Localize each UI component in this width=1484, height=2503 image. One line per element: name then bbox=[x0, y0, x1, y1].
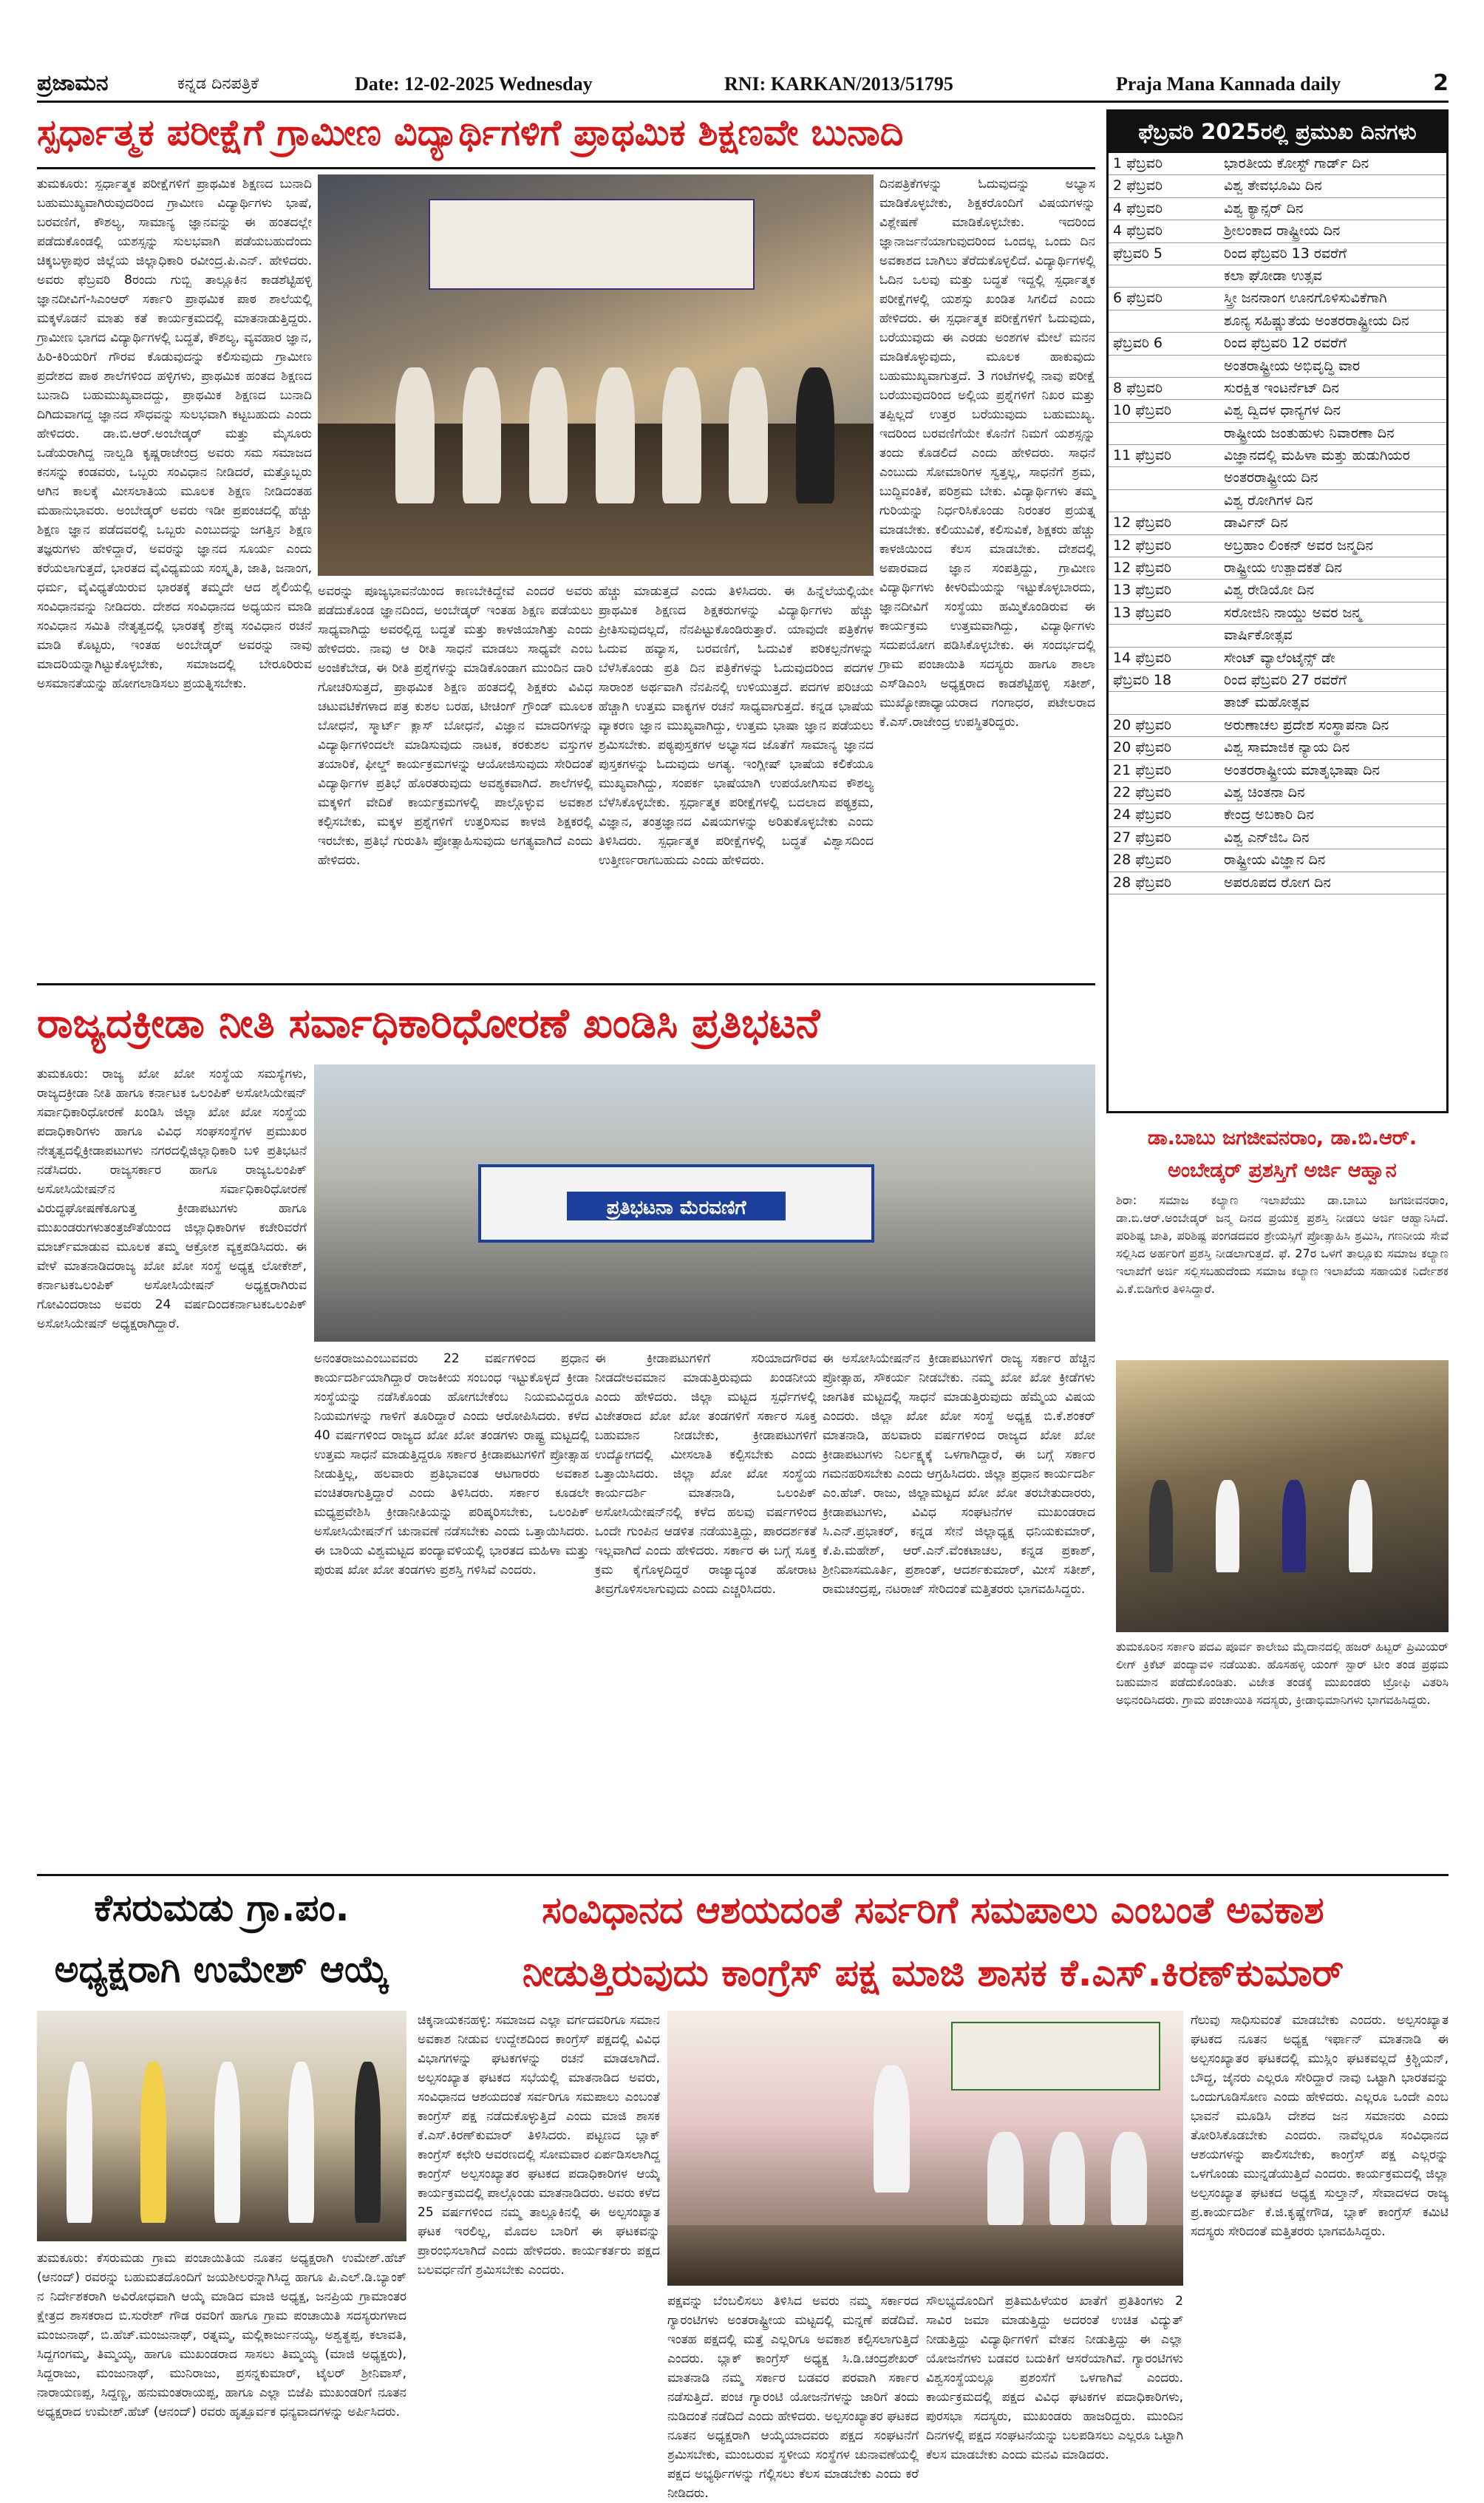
important-day-row bbox=[1109, 333, 1446, 355]
important-day-date: 27 ಫೆಬ್ರವರಿ bbox=[1113, 829, 1172, 846]
important-day-row bbox=[1109, 490, 1446, 512]
important-day-label: ವಿಶ್ವ ಚಿಂತನಾ ದಿನ bbox=[1224, 784, 1305, 801]
important-day-row bbox=[1109, 512, 1446, 534]
story4-headline-line1: ಸಂವಿಧಾನದ ಆಶಯದಂತೆ ಸರ್ವರಿಗೆ ಸಮಪಾಲು ಎಂಬಂತೆ ಅವಕಾಶ bbox=[542, 1889, 1324, 1932]
newspaper-tagline: ಕನ್ನಡ ದಿನಪತ್ರಿಕೆ bbox=[177, 75, 259, 93]
important-day-label: ಕಲಾ ಘೋಡಾ ಉತ್ಸವ bbox=[1224, 267, 1322, 284]
important-day-date bbox=[1109, 310, 1224, 332]
important-day-date: 8 ಫೆಬ್ರವರಿ bbox=[1113, 379, 1163, 396]
story2-column-4: ಈ ಅಸೋಸಿಯೇಷನ್‌ನ ಕ್ರೀಡಾಪಟುಗಳಿಗೆ ರಾಜ್ಯ ಸರ್ಕಾರ ಹೆಚ್ಚಿನ ಪ್ರೋತ್ಸಾಹ, ಸೌಕರ್ಯ ನೀಡಬೇಕು. ನಮ್ಮ ಖೋ ಖೋ ಕ್ರೀಡೆಗಳು ಜಾಗತಿಕ ಮಟ್ಟದಲ್ಲಿ ಸಾಧನೆ ಮಾಡುತ್ತಿರುವುದು ಹೆಮ್ಮೆಯ ವಿಷಯ ಎಂದರು. ಜಿಲ್ಲಾ ಖೋ ಖೋ ಸಂಸ್ಥೆ ಅಧ್ಯಕ್ಷ ಬಿ.ಕೆ.ಶಂಕರ್ ಮಾತನಾಡಿ, ಹಲವಾರು ವರ್ಷಗಳಿಂದ ರಾಜ್ಯದ ಖೋ ಖೋ ಕ್ರೀಡಾಪಟುಗಳು ನಿರ್ಲಕ್ಷ್ಯಕ್ಕೆ ಒಳಗಾಗಿದ್ದಾರೆ, ಈ ಬಗ್ಗೆ ಸರ್ಕಾರ ಗಮನಹರಿಸಬೇಕು ಎಂದು ಆಗ್ರಹಿಸಿದರು. ಜಿಲ್ಲಾ ಪ್ರಧಾನ ಕಾರ್ಯದರ್ಶಿ ಎಂ.ಹೆಚ್. ರಾಜು, ಜಿಲ್ಲಾಮಟ್ಟದ ಖೋ ಖೋ ತರಬೇತುದಾರರು, ಕ್ರೀಡಾಪಟುಗಳು, ವಿವಿಧ ಸಂಘಟನೆಗಳ ಮುಖಂಡರಾದ ಸಿ.ಎನ್.ಪ್ರಭಾಕರ್, ಕನ್ನಡ ಸೇನೆ ಜಿಲ್ಲಾಧ್ಯಕ್ಷ ಧನಿಯಕುಮಾರ್, ಕೆ.ಪಿ.ಮಹೇಶ್, ಆರ್.ಎನ್.ವೆಂಕಟಾಚಲ, ಕನ್ನಡ ಪ್ರಕಾಶ್, ಶ್ರೀನಿವಾಸಮೂರ್ತಿ, ಪ್ರಶಾಂತ್, ಆದರ್ಶಕುಮಾರ್, ಮೀಸೆ ಸತೀಶ್, ರಾಮಚಂದ್ರಪ್ಪ, ನಟರಾಜ್ ಸೇರಿದಂತೆ ಮತ್ತಿತರರು ಭಾಗವಹಿಸಿದ್ದರು. bbox=[823, 1351, 1095, 1597]
important-day-label: ರಿಂದ ಫೆಬ್ರವರಿ 13 ರವರೆಗೆ bbox=[1224, 245, 1347, 262]
story2-column-1: ತುಮಕೂರು: ರಾಜ್ಯ ಖೋ ಖೋ ಸಂಸ್ಥೆಯ ಸಮಸ್ಯೆಗಳು, ರಾಜ್ಯದಕ್ರೀಡಾ ನೀತಿ ಹಾಗೂ ಕರ್ನಾಟಕ ಒಲಂಪಿಕ್ ಅಸೋಸಿಯೇಷನ್ ಸರ್ವಾಧಿಕಾರಿಧೋರಣೆ ಖಂಡಿಸಿ ಜಿಲ್ಲಾ ಖೋ ಖೋ ಸಂಸ್ಥೆಯ ಪದಾಧಿಕಾರಿಗಳು ಹಾಗೂ ವಿವಿಧ ಸಂಘಸಂಸ್ಥೆಗಳ ಪ್ರಮುಖರ ನೇತೃತ್ವದಲ್ಲಿಕ್ರೀಡಾಪಟುಗಳು ನಗರದಲ್ಲಿಜಿಲ್ಲಾಧಿಕಾರಿ ಬಳಿ ಪ್ರತಿಭಟನೆ ನಡೆಸಿದರು. ರಾಜ್ಯಸರ್ಕಾರ ಹಾಗೂ ರಾಜ್ಯಒಲಂಪಿಕ್ ಅಸೋಸಿಯೇಷನ್‌ನ ಸರ್ವಾಧಿಕಾರಿಧೋರಣೆ ವಿರುದ್ಧಘೋಷಣೆಕೂಗುತ್ತ ಕ್ರೀಡಾಪಟುಗಳು ಹಾಗೂ ಮುಖಂಡರುಗಳುತಂತ್ರಜೌತೆಯಿಂದ ಜಿಲ್ಲಾಧಿಕಾರಿಗಳ ಕಚೇರಿವರೆಗೆ ಮಾರ್ಚ್‌ಮಾಡುವ ಮೂಲಕ ತಮ್ಮ ಆಕ್ರೋಶ ವ್ಯಕ್ತಪಡಿಸಿದರು. ಈ ವೇಳೆ ಮಾತನಾಡಿದರಾಜ್ಯ ಖೋ ಖೋ ಸಂಸ್ಥೆ ಅಧ್ಯಕ್ಷ ಲೋಕೇಶ್, ಕರ್ನಾಟಕಒಲಂಪಿಕ್ ಅಸೋಸಿಯೇಷನ್ ಅಧ್ಯಕ್ಷರಾಗಿರುವ ಗೋವಿಂದರಾಜು ಅವರು 24 ವರ್ಷದಿಂದಕರ್ನಾಟಕಒಲಂಪಿಕ್ ಅಸೋಸಿಯೇಷನ್ ಅಧ್ಯಕ್ಷರಾಗಿದ್ದಾರೆ. bbox=[37, 1067, 307, 1331]
story1-headline: ಸ್ಪರ್ಧಾತ್ಮಕ ಪರೀಕ್ಷೆಗೆ ಗ್ರಾಮೀಣ ವಿದ್ಯಾರ್ಥಿಗಳಿಗೆ ಪ್ರಾಥಮಿಕ ಶಿಕ್ಷಣವೇ ಬುನಾದಿ bbox=[37, 112, 904, 154]
lower-rule bbox=[37, 1874, 1449, 1876]
important-day-date: 11 ಫೆಬ್ರವರಿ bbox=[1113, 447, 1172, 464]
story1-column-3: ಹೆಚ್ಚು ಮಾಡುತ್ತದೆ ಎಂದು ತಿಳಿಸಿದರು. ಈ ಹಿನ್ನೆಲೆಯಲ್ಲಿಯೇ ಪ್ರಾಥಮಿಕ ಶಿಕ್ಷಣದ ಶಿಕ್ಷಕರುಗಳನ್ನು ವಿದ್ಯಾರ್ಥಿಗಳು ಹೆಚ್ಚು ಪ್ರೀತಿಸುವುದಲ್ಲದೆ, ನೆನಪಿಟ್ಟುಕೊಂಡಿರುತ್ತಾರೆ. ಯಾವುದೇ ಪತ್ರಿಕೆಗಳ ಓದುವ ಹವ್ಯಾಸ, ಬರವಣಿಗೆ, ಓದುವಿಕೆ ಪರಿಕಲ್ಪನೆಗಳನ್ನು ಬೆಳೆಸಿಕೊಂಡು ಪ್ರತಿ ದಿನ ಪತ್ರಿಕೆಗಳನ್ನು ಓದುವುದರಿಂದ ಪದಗಳ ಸಾರಾಂಶ ಅರ್ಥವಾಗಿ ನೆನಪಿನಲ್ಲಿ ಉಳಿಯುತ್ತದೆ. ಪದಗಳ ಪರಿಚಯ ಹೆಚ್ಚಾಗಿ ಉತ್ತಮ ವಾಕ್ಯಗಳ ರಚನೆ ಸಾಧ್ಯವಾಗುತ್ತದೆ. ಕನ್ನಡ ಭಾಷೆಯ ವ್ಯಾಕರಣ ಜ್ಞಾನ ಮುಖ್ಯವಾಗಿದ್ದು, ಉತ್ತಮ ಭಾಷಾ ಜ್ಞಾನ ಪಡೆಯಲು ಶ್ರಮಿಸಬೇಕು. ಪಠ್ಯಪುಸ್ತಕಗಳ ಅಭ್ಯಾಸದ ಜೊತೆಗೆ ಸಾಮಾನ್ಯ ಜ್ಞಾನದ ಪುಸ್ತಕಗಳನ್ನು ಓದುವುದು ಅಗತ್ಯ. ಇಂಗ್ಲೀಷ್ ಭಾಷೆಯ ಕಲಿಕೆಯೂ ಮುಖ್ಯವಾಗಿದ್ದು, ಸಂಪರ್ಕ ಭಾಷೆಯಾಗಿ ಉಪಯೋಗಿಸುವ ಕೌಶಲ್ಯ ಬೆಳೆಸಿಕೊಳ್ಳಬೇಕು. ಸ್ಪರ್ಧಾತ್ಮಕ ಪರೀಕ್ಷೆಗಳಲ್ಲಿ ಬದಲಾದ ಪಠ್ಯಕ್ರಮ, ವಿಜ್ಞಾನ, ತಂತ್ರಜ್ಞಾನದ ವಿಷಯಗಳನ್ನು ಅರಿತುಕೊಳ್ಳಬೇಕು ಎಂದು ತಿಳಿಸಿದರು. ಸ್ಪರ್ಧಾತ್ಮಕ ಪರೀಕ್ಷೆಗಳಲ್ಲಿ ಬದ್ಧತೆ ವಿಶ್ವಾಸದಿಂದ ಉತ್ತೀರ್ಣರಾಗಬಹುದು ಎಂದು ಹೇಳಿದರು. bbox=[599, 584, 874, 868]
page-number: 2 bbox=[1433, 70, 1449, 96]
story1-column-1: ತುಮಕೂರು: ಸ್ಪರ್ಧಾತ್ಮಕ ಪರೀಕ್ಷೆಗಳಿಗೆ ಪ್ರಾಥಮಿಕ ಶಿಕ್ಷಣದ ಬುನಾದಿ ಬಹುಮುಖ್ಯವಾಗಿರುವುದರಿಂದ ಗ್ರಾಮೀಣ ವಿದ್ಯಾರ್ಥಿಗಳು ಭಾಷೆ, ಬರವಣಿಗೆ, ಕೌಶಲ್ಯ, ಸಾಮಾನ್ಯ ಜ್ಞಾನವನ್ನು ಈ ಹಂತದಲ್ಲೇ ಪಡೆದುಕೊಂಡಲ್ಲಿ ಯಶಸ್ಸನ್ನು ಸುಲಭವಾಗಿ ಪಡೆಯಬಹುದೆಂದು ಚಿಕ್ಕಬಳ್ಳಾಪುರ ಜಿಲ್ಲೆಯ ಜಿಲ್ಲಾಧಿಕಾರಿ ರವೀಂದ್ರ.ಪಿ.ಎನ್. ಹೇಳಿದರು. ಅವರು ಫೆಬ್ರವರಿ 8ರಂದು ಗುಬ್ಬಿ ತಾಲ್ಲೂಕಿನ ಕಾಡಶೆಟ್ಟಿಹಳ್ಳಿ ಜ್ಞಾನದೀವಿಗೆ-ಸಿಎಂಆರ್ ಸರ್ಕಾರಿ ಪ್ರಾಥಮಿಕ ಪಾಠ ಶಾಲೆಯಲ್ಲಿ ಮಕ್ಕಳೊಡನೆ ಮಾತು ಕತೆ ಕಾರ್ಯಕ್ರಮದಲ್ಲಿ ಮಾತನಾಡುತ್ತಿದ್ದರು. ಗ್ರಾಮೀಣ ಭಾಗದ ವಿದ್ಯಾರ್ಥಿಗಳಲ್ಲಿ ಬದ್ಧತೆ, ಕೌಶಲ್ಯ, ವ್ಯವಹಾರ ಜ್ಞಾನ, ಹಿರಿ-ಕಿರಿಯರಿಗೆ ಗೌರವ ಕೊಡುವುದನ್ನು ಕಲಿಸುವುದು ಗ್ರಾಮೀಣ ಪ್ರದೇಶದ ಪಾಠ ಶಾಲೆಗಳಿಂದ ಹಳ್ಳಿಗಳು, ಪ್ರಾಥಮಿಕ ಹಂತದ ಶಿಕ್ಷಣದ ಬುನಾದಿ ಬಹುಮುಖ್ಯವಾದದ್ದು, ಪ್ರಾಥಮಿಕ ಶಿಕ್ಷಣದ ಬುನಾದಿ ದಿಗಿದುವಾಗದ್ದ ಜ್ಞಾನದ ಸೌಧವನ್ನು ಸುಲಭವಾಗಿ ಕಟ್ಟಬಹುದು ಎಂದು ಹೇಳಿದರು. ಡಾ.ಬಿ.ಆರ್.ಅಂಬೇಡ್ಕರ್ ಮತ್ತು ಮೈಸೂರು ಒಡೆಯರಾಗಿದ್ದ ನಾಲ್ವಡಿ ಕೃಷ್ಣರಾಜೇಂದ್ರ ಅವರು ಸಮ ಸಮಾಜದ ಕನಸನ್ನು ಕಂಡವರು, ಒಬ್ಬರು ಸಂವಿಧಾನ ನೀಡಿದರೆ, ಮತ್ತೊಬ್ಬರು ಆಗಿನ ಕಾಲಕ್ಕೆ ಮೀಸಲಾತಿಯ ಮೂಲಕ ಶಿಕ್ಷಣ ನೀಡಿದಂತಹ ಮಹಾನುಭಾವರು. ಅಂಬೇಡ್ಕರ್ ಅವರು ಇಡೀ ಪ್ರಪಂಚದಲ್ಲಿ ಹೆಚ್ಚು ಶಿಕ್ಷಣ ಜ್ಞಾನ ಪಡೆದವರಲ್ಲಿ ಒಬ್ಬರು ಎಂಬುದನ್ನು ಜಗತ್ತಿನ ಶಿಕ್ಷಣ ತಜ್ಞರುಗಳು ಹೇಳಿದ್ದಾರೆ, ಅವರನ್ನು ಜ್ಞಾನದ ಸೂರ್ಯ ಎಂದು ಕರೆಯಲಾಗುತ್ತದೆ, ಭಾರತದ ವೈವಿಧ್ಯಮಯ ಸಂಸ್ಕೃತಿ, ಜಾತಿ, ಜನಾಂಗ, ಧರ್ಮ, ವೈವಿಧ್ಯತೆಯಿರುವ ಭಾರತಕ್ಕೆ ತಮ್ಮದೇ ಆದ ಶೈಲಿಯಲ್ಲಿ ಸಂವಿಧಾನವನ್ನು ನೀಡಿದರು. ದೇಶದ ಸಂವಿಧಾನದ ಅಧ್ಯಯನ ಮಾಡಿ ಸಂವಿಧಾನ ಸಮಿತಿ ನೇತೃತ್ವದಲ್ಲಿ ಭಾರತಕ್ಕೆ ಶ್ರೇಷ್ಠ ಸಂವಿಧಾನ ರಚನೆ ಮಾಡಿ ಕೊಟ್ಟರು, ಇಂತಹ ಅಂಬೇಡ್ಕರ್ ಅವರನ್ನು ನಾವು ಮಾದರಿಯನ್ನಾಗಿಟ್ಟುಕೊಳ್ಳಬೇಕು, ಸಮಾಜದಲ್ಲಿ ಬೇರೂರಿರುವ ಅಸಮಾನತೆಯನ್ನು ಹೋಗಲಾಡಿಸಲು ಪ್ರಯತ್ನಿಸಬೇಕು. bbox=[37, 177, 312, 691]
important-day-row bbox=[1109, 760, 1446, 782]
important-day-row bbox=[1109, 467, 1446, 489]
important-day-date bbox=[1109, 467, 1224, 489]
important-day-label: ಸರೋಜಿನಿ ನಾಯ್ಡು ಅವರ ಜನ್ಮ bbox=[1224, 604, 1362, 621]
issue-date: Date: 12-02-2025 Wednesday bbox=[355, 73, 593, 95]
important-day-row bbox=[1109, 692, 1446, 714]
important-day-label: ತಾಜ್ ಮಹೋತ್ಸವ bbox=[1224, 694, 1310, 711]
important-day-date bbox=[1109, 625, 1224, 646]
important-day-row bbox=[1109, 557, 1446, 580]
important-day-row bbox=[1109, 782, 1446, 804]
important-day-row bbox=[1109, 648, 1446, 670]
important-day-date: 12 ಫೆಬ್ರವರಿ bbox=[1113, 537, 1172, 554]
story2-top-rule bbox=[37, 983, 1095, 985]
cricket-caption: ತುಮಕೂರಿನ ಸರ್ಕಾರಿ ಪದವಿ ಪೂರ್ವ ಕಾಲೇಜು ಮೈದಾನದಲ್ಲಿ ಹಜರ್ ಹಿಟ್ಟರ್ ಪ್ರಿಮಿಯರ್ ಲೀಗ್ ಕ್ರಿಕೆಟ್ ಪಂದ್ಯಾವಳಿ ನಡೆಯಿತು. ಹೊಸಹಳ್ಳಿ ಯಂಗ್ ಸ್ಟಾರ್ ಟೀಂ ತಂಡ ಪ್ರಥಮ ಬಹುಮಾನ ಪಡೆದುಕೊಂಡಿತು. ವಿಜೇತ ತಂಡಕ್ಕೆ ಮುಖಂಡರು ಟ್ರೋಫಿ ವಿತರಿಸಿ ಅಭಿನಂದಿಸಿದರು. ಗ್ರಾಮ ಪಂಚಾಯಿತಿ ಸದಸ್ಯರು, ಕ್ರೀಡಾಭಿಮಾನಿಗಳು ಭಾಗವಹಿಸಿದ್ದರು. bbox=[1116, 1640, 1449, 1707]
important-day-label: ವಿಶ್ವ ಕ್ಯಾನ್ಸರ್ ದಿನ bbox=[1224, 200, 1304, 217]
header-rule bbox=[37, 101, 1449, 103]
important-day-date: 22 ಫೆಬ್ರವರಿ bbox=[1113, 784, 1172, 801]
notice-body: ಶಿರಾ: ಸಮಾಜ ಕಲ್ಯಾಣ ಇಲಾಖೆಯು ಡಾ.ಬಾಬು ಜಗಜೀವನರಾಂ, ಡಾ.ಬಿ.ಆರ್.ಅಂಬೇಡ್ಕರ್ ಜನ್ಮ ದಿನದ ಪ್ರಯುಕ್ತ ಪ್ರಶಸ್ತಿ ನೀಡಲು ಅರ್ಜಿ ಆಹ್ವಾನಿಸಿದೆ. ಪರಿಶಿಷ್ಟ ಜಾತಿ, ಪರಿಶಿಷ್ಟ ಪಂಗಡದವರ ಶ್ರೇಯಸ್ಸಿಗೆ ಪ್ರೋತ್ಸಾಹಿಸಿ ಶ್ರಮಿಸಿ, ಗಣನೀಯ ಸೇವೆ ಸಲ್ಲಿಸಿದ ಅರ್ಹರಿಗೆ ಪ್ರಶಸ್ತಿ ನೀಡಲಾಗುತ್ತದೆ. ಫೆ. 27ರ ಒಳಗೆ ತಾಲ್ಲೂಕು ಸಮಾಜ ಕಲ್ಯಾಣ ಇಲಾಖೆಗೆ ಅರ್ಜಿ ಸಲ್ಲಿಸಬಹುದೆಂದು ಸಮಾಜ ಕಲ್ಯಾಣ ಇಲಾಖೆಯ ಸಹಾಯಕ ನಿರ್ದೇಶಕ ವಿ.ಕೆ.ಬಿಡಿಗೇರ ತಿಳಿಸಿದ್ದಾರೆ. bbox=[1116, 1193, 1449, 1296]
important-day-date: 28 ಫೆಬ್ರವರಿ bbox=[1113, 852, 1172, 869]
important-day-label: ವಿಶ್ವ ಎನ್‌ಜಿಒ ದಿನ bbox=[1224, 829, 1310, 846]
important-day-date: 24 ಫೆಬ್ರವರಿ bbox=[1113, 806, 1172, 823]
important-day-row bbox=[1109, 378, 1446, 400]
protest-banner-text: ಪ್ರತಿಭಟನಾ ಮೆರವಣಿಗೆ bbox=[567, 1192, 786, 1220]
story3-body: ತುಮಕೂರು: ಕೆಸರುಮಡು ಗ್ರಾಮ ಪಂಚಾಯಿತಿಯ ನೂತನ ಅಧ್ಯಕ್ಷರಾಗಿ ಉಮೇಶ್.ಹೆಚ್ (ಆನಂದ್) ರವರನ್ನು ಬಹುಮತದೊಂದಿಗೆ ಜಯಶೀಲರನ್ನಾಗಿಸಿದ್ದ ಹಾಗೂ ಪಿ.ಎಲ್.ಡಿ.ಬ್ಯಾಂಕ್ ನ ನಿರ್ದೇಶಕರಾಗಿ ಅವಿರೋಧವಾಗಿ ಆಯ್ಕೆ ಮಾಡಿದ ಮಾಜಿ ಅಧ್ಯಕ್ಷ, ಜನಪ್ರಿಯ ಗ್ರಾಮಾಂತರ ಕ್ಷೇತ್ರದ ಶಾಸಕರಾದ ಬಿ.ಸುರೇಶ್ ಗೌಡ ರವರಿಗೆ ಹಾಗೂ ಗ್ರಾಮ ಪಂಚಾಯಿತಿ ಸದಸ್ಯರುಗಳಾದ ಮಂಜುನಾಥ್, ಬಿ.ಹೆಚ್.ಮಂಜುನಾಥ್, ರತ್ನಮ್ಮ, ಮಲ್ಲಿಕಾರ್ಜುನಯ್ಯ, ಅಶ್ವತ್ಥಪ್ಪ, ಕಲಾವತಿ, ಸಿದ್ದಗಂಗಮ್ಮ, ತಿಮ್ಮಯ್ಯ, ಹಾಗೂ ಮುಖಂಡರಾದ ಸಾಸಲು ತಿಮ್ಮಯ್ಯ (ಮಾಜಿ ಅಧ್ಯಕ್ಷರು), ಸಿದ್ದರಾಜು, ಮಂಜುನಾಥ್, ಮುನಿರಾಜು, ಪ್ರಸನ್ನಕುಮಾರ್, ಟೈಲರ್ ಶ್ರೀನಿವಾಸ್, ನಾರಾಯಣಪ್ಪ, ಸಿದ್ದಣ್ಣ, ಹನುಮಂತರಾಯಪ್ಪ, ಹಾಗೂ ಎಲ್ಲಾ ಬಿಜೆಪಿ ಮುಖಂಡರಿಗೆ ನೂತನ ಅಧ್ಯಕ್ಷರಾದ ಉಮೇಶ್.ಹೆಚ್ (ಆನಂದ್) ರವರು ಹೃತ್ಪೂರ್ವಕ ಧನ್ಯವಾದಗಳನ್ನು ಅರ್ಪಿಸಿದರು. bbox=[37, 2251, 406, 2419]
important-day-label: ವಿಶ್ವ ಸಾಮಾಜಿಕ ನ್ಯಾಯ ದಿನ bbox=[1224, 739, 1350, 756]
important-day-label: ವಿಜ್ಞಾನದಲ್ಲಿ ಮಹಿಳಾ ಮತ್ತು ಹುಡುಗಿಯರ bbox=[1224, 447, 1410, 464]
important-days-box bbox=[1106, 109, 1449, 1113]
newspaper-name: Praja Mana Kannada daily bbox=[1116, 73, 1341, 95]
important-day-date: ಫೆಬ್ರವರಿ 6 bbox=[1113, 335, 1163, 352]
important-day-date: ಫೆಬ್ರವರಿ 5 bbox=[1113, 245, 1163, 262]
important-day-date: 1 ಫೆಬ್ರವರಿ bbox=[1113, 155, 1163, 171]
important-day-row bbox=[1109, 153, 1446, 175]
important-day-row bbox=[1109, 625, 1446, 647]
important-day-row bbox=[1109, 827, 1446, 849]
important-day-label: ಅಬ್ರಹಾಂ ಲಿಂಕನ್ ಅವರ ಜನ್ಮದಿನ bbox=[1224, 537, 1373, 554]
story4-column-1: ಚಿಕ್ಕನಾಯಕನಹಳ್ಳಿ: ಸಮಾಜದ ಎಲ್ಲಾ ವರ್ಗದವರಿಗೂ ಸಮಾನ ಅವಕಾಶ ನೀಡುವ ಉದ್ದೇಶದಿಂದ ಕಾಂಗ್ರೆಸ್ ಪಕ್ಷದಲ್ಲಿ ವಿವಿಧ ವಿಭಾಗಗಳನ್ನು ಘಟಕಗಳನ್ನು ರಚನೆ ಮಾಡಲಾಗಿದೆ. ಅಲ್ಪಸಂಖ್ಯಾತ ಘಟಕದ ಸಭೆಯಲ್ಲಿ ಮಾತನಾಡಿದ ಅವರು, ಸಂವಿಧಾನದ ಆಶಯದಂತೆ ಸರ್ವರಿಗೂ ಸಮಪಾಲು ಎಂಬಂತೆ ಕಾಂಗ್ರೆಸ್ ಪಕ್ಷ ನಡೆದುಕೊಳ್ಳುತ್ತಿದೆ ಎಂದು ಮಾಜಿ ಶಾಸಕ ಕೆ.ಎಸ್.ಕಿರಣ್‌ಕುಮಾರ್ ತಿಳಿಸಿದರು. ಪಟ್ಟಣದ ಬ್ಲಾಕ್ ಕಾಂಗ್ರೆಸ್ ಕಛೇರಿ ಆವರಣದಲ್ಲಿ ಸೋಮವಾರ ಏರ್ಪಡಿಸಲಾಗಿದ್ದ ಕಾಂಗ್ರೆಸ್ ಅಲ್ಪಸಂಖ್ಯಾತರ ಘಟಕದ ಪದಾಧಿಕಾರಿಗಳ ಆಯ್ಕೆ ಕಾರ್ಯಕ್ರಮದಲ್ಲಿ ಪಾಲ್ಗೊಂಡು ಮಾತನಾಡಿದರು. ಅವರು ಕಳೆದ 25 ವರ್ಷಗಳಿಂದ ನಮ್ಮ ತಾಲ್ಲೂಕಿನಲ್ಲಿ ಈ ಅಲ್ಪಸಂಖ್ಯಾತ ಘಟಕ ಇರಲಿಲ್ಲ, ಮೊದಲ ಬಾರಿಗೆ ಈ ಘಟಕವನ್ನು ಪ್ರಾರಂಭಿಸಲಾಗಿದೆ ಎಂದು ಹೇಳಿದರು. ಕಾರ್ಯಕರ್ತರು ಪಕ್ಷದ ಬಲವರ್ಧನೆಗೆ ಶ್ರಮಿಸಬೇಕು ಎಂದರು. bbox=[418, 2013, 661, 2278]
important-day-date bbox=[1109, 356, 1224, 377]
important-day-label: ಶ್ರೀಲಂಕಾದ ರಾಷ್ಟ್ರೀಯ ದಿನ bbox=[1224, 223, 1341, 240]
important-day-label: ವಿಶ್ವ ರೋಗಿಗಳ ದಿನ bbox=[1224, 492, 1313, 509]
important-day-row bbox=[1109, 535, 1446, 557]
important-day-label: ರಾಷ್ಟ್ರೀಯ ಉತ್ಪಾದಕತೆ ದಿನ bbox=[1224, 560, 1342, 577]
important-day-date: 12 ಫೆಬ್ರವರಿ bbox=[1113, 514, 1172, 531]
important-day-date: 21 ಫೆಬ್ರವರಿ bbox=[1113, 761, 1172, 778]
cricket-team-photo bbox=[1116, 1360, 1449, 1632]
important-day-label: ರಿಂದ ಫೆಬ್ರವರಿ 12 ರವರೆಗೆ bbox=[1224, 335, 1347, 352]
important-day-label: ಶೂನ್ಯ ಸಹಿಷ್ಣುತೆಯ ಅಂತರರಾಷ್ಟ್ರೀಯ ದಿನ bbox=[1224, 312, 1409, 329]
important-day-label: ವಿಶ್ವ ತೇವಭೂಮಿ ದಿನ bbox=[1224, 177, 1322, 194]
important-day-row bbox=[1109, 445, 1446, 467]
important-day-row bbox=[1109, 715, 1446, 737]
important-days-title: ಫೆಬ್ರವರಿ 2025ರಲ್ಲಿ ಪ್ರಮುಖ ದಿನಗಳು bbox=[1109, 112, 1446, 153]
important-day-row bbox=[1109, 737, 1446, 759]
important-day-row bbox=[1109, 220, 1446, 242]
important-day-date: 14 ಫೆಬ್ರವರಿ bbox=[1113, 649, 1172, 666]
important-day-row bbox=[1109, 310, 1446, 333]
important-day-row bbox=[1109, 356, 1446, 378]
important-day-row bbox=[1109, 849, 1446, 872]
masthead bbox=[37, 70, 1449, 100]
story4-meeting-photo bbox=[667, 2011, 1183, 2286]
important-day-row bbox=[1109, 670, 1446, 692]
important-day-label: ವಾರ್ಷಿಕೋತ್ಸವ bbox=[1224, 627, 1293, 644]
important-day-date bbox=[1109, 490, 1224, 512]
important-day-label: ಅಂತರಾಷ್ಟ್ರೀಯ ಅಭಿವೃದ್ಧಿ ವಾರ bbox=[1224, 357, 1361, 374]
important-day-row bbox=[1109, 423, 1446, 445]
important-day-label: ರಾಷ್ಟ್ರೀಯ ವಿಜ್ಞಾನ ದಿನ bbox=[1224, 852, 1326, 869]
rni-number: RNI: KARKAN/2013/51795 bbox=[724, 73, 953, 95]
important-day-row bbox=[1109, 580, 1446, 602]
important-day-date: 2 ಫೆಬ್ರವರಿ bbox=[1113, 177, 1163, 194]
notice-headline: ಡಾ.ಬಾಬು ಜಗಜೀವನರಾಂ, ಡಾ.ಬಿ.ಆರ್. ಅಂಬೇಡ್ಕರ್ ಪ್ರಶಸ್ತಿಗೆ ಅರ್ಜಿ ಆಹ್ವಾನ bbox=[1147, 1127, 1417, 1182]
important-day-label: ವಿಶ್ವ ರೇಡಿಯೋ ದಿನ bbox=[1224, 582, 1315, 599]
important-day-date: 12 ಫೆಬ್ರವರಿ bbox=[1113, 560, 1172, 577]
story1-event-photo bbox=[318, 174, 874, 576]
story2-protest-photo bbox=[314, 1064, 1095, 1342]
important-day-row bbox=[1109, 198, 1446, 220]
story1-column-4: ದಿನಪತ್ರಿಕೆಗಳನ್ನು ಓದುವುದನ್ನು ಅಭ್ಯಾಸ ಮಾಡಿಕೊಳ್ಳಬೇಕು, ಶಿಕ್ಷಕರೊಂದಿಗೆ ವಿಷಯಗಳನ್ನು ವಿಶ್ಲೇಷಣೆ ಮಾಡಿಕೊಳ್ಳಬೇಕು. ಇದರಿಂದ ಜ್ಞಾನಾರ್ಜನೆಯಾಗುವುದರಿಂದ ಒಂದಲ್ಲ ಒಂದು ದಿನ ಅವಕಾಶದ ಬಾಗಿಲು ತೆರೆದುಕೊಳ್ಳಲಿದೆ. ವಿದ್ಯಾರ್ಥಿಗಳಲ್ಲಿ ಓದಿನ ಒಲವು ಮತ್ತು ಬದ್ಧತೆ ಇದ್ದಲ್ಲಿ ಸ್ಪರ್ಧಾತ್ಮಕ ಪರೀಕ್ಷೆಗಳಲ್ಲಿ ಯಶಸ್ಸು ಖಂಡಿತ ಸಿಗಲಿದೆ ಎಂದು ಹೇಳಿದರು. ಈ ಸ್ಪರ್ಧಾತ್ಮಕ ಪರೀಕ್ಷೆಗಳಿಗೆ ಓದುವುದು, ಬರೆಯುವುದು ಈ ಎರಡು ಅಂಶಗಳ ಮೇಲೆ ಮನನ ಮಾಡಿಕೊಳ್ಳುವುದು, ಮೂಲಕ ಹಾಕುವುದು ಬಹುಮುಖ್ಯವಾಗುತ್ತದೆ. 3 ಗಂಟೆಗಳಲ್ಲಿ ನಾವು ಪರೀಕ್ಷೆ ಬರೆಯುವುದರಿಂದ ಅಲ್ಲಿಯ ಪ್ರಶ್ನೆಗಳಿಗೆ ನಿಖರ ಮತ್ತು ತಪ್ಪಿಲ್ಲದೆ ಉತ್ತರ ಬರೆಯುವುದು ಬಹುಮುಖ್ಯ. ಇದರಿಂದ ಬರವಣಿಗೆಯೇ ಕೊನೆಗೆ ನಿಮಗೆ ಯಶಸ್ಸನ್ನು ತಂದು ಕೊಡಲಿದೆ ಎಂದು ಹೇಳಿದರು. ಸಾಧನೆ ಎಂಬುದು ಸೋಮಾರಿಗಳ ಸ್ವತ್ತಲ್ಲ, ಸಾಧನೆಗೆ ಶ್ರಮ, ಬುದ್ಧಿವಂತಿಕೆ, ಪರಿಶ್ರಮ ಬೇಕು. ವಿದ್ಯಾರ್ಥಿಗಳು ತಮ್ಮ ಗುರಿಯನ್ನು ನಿರ್ಧರಿಸಿಕೊಂಡು ನಿರಂತರ ಪ್ರಯತ್ನ ಮಾಡಬೇಕು. ಕಲಿಯುವಿಕೆ, ಕಲಿಸುವಿಕೆ, ಶಿಕ್ಷಕರು ಹೆಚ್ಚು ಕಾಳಜಿಯಿಂದ ಕೆಲಸ ಮಾಡಬೇಕು. ದೇಶದಲ್ಲಿ ಅಪಾರವಾದ ಜ್ಞಾನ ಸಂಪತ್ತಿದ್ದು, ಗ್ರಾಮೀಣ ವಿದ್ಯಾರ್ಥಿಗಳು ಕೀಳರಿಮೆಯನ್ನು ಇಟ್ಟುಕೊಳ್ಳಬಾರದು, ಜ್ಞಾನದೀವಿಗೆ ಸಂಸ್ಥೆಯು ಹಮ್ಮಿಕೊಂಡಿರುವ ಈ ಕಾರ್ಯಕ್ರಮ ಉತ್ತಮವಾಗಿದ್ದು, ವಿದ್ಯಾರ್ಥಿಗಳು ಸದುಪಯೋಗ ಪಡಿಸಿಕೊಳ್ಳಬೇಕು. ಈ ಸಂದರ್ಭದಲ್ಲಿ ಗ್ರಾಮ ಪಂಚಾಯಿತಿ ಸದಸ್ಯರು ಹಾಗೂ ಶಾಲಾ ಎಸ್‌ಡಿಎಂಸಿ ಅಧ್ಯಕ್ಷರಾದ ಕಾಡಶೆಟ್ಟಿಹಳ್ಳಿ ಸತೀಶ್, ಮುಖ್ಯೋಪಾಧ್ಯಾಯರಾದ ಗಂಗಾಧರ, ಪಟೇಲರಾದ ಕೆ.ಎಸ್.ರಾಜೇಂದ್ರ ಉಪಸ್ಥಿತರಿದ್ದರು. bbox=[879, 177, 1095, 730]
story4-headline-line2: ನೀಡುತ್ತಿರುವುದು ಕಾಂಗ್ರೆಸ್ ಪಕ್ಷ ಮಾಜಿ ಶಾಸಕ ಕೆ.ಎಸ್.ಕಿರಣ್‌ಕುಮಾರ್ bbox=[522, 1952, 1344, 1994]
important-day-date: 20 ಫೆಬ್ರವರಿ bbox=[1113, 716, 1172, 733]
story4-column-2: ಪಕ್ಷವನ್ನು ಬೆಂಬಲಿಸಲು ತಿಳಿಸಿದ ಅವರು ನಮ್ಮ ಸರ್ಕಾರದ ಗ್ಯಾರಂಟಿಗಳು ಅಂತರಾಷ್ಟ್ರೀಯ ಮಟ್ಟದಲ್ಲಿ ಮನ್ನಣೆ ಪಡೆದಿವೆ. ಇಂತಹ ಪಕ್ಷದಲ್ಲಿ ಮತ್ತೆ ಎಲ್ಲರಿಗೂ ಅವಕಾಶ ಕಲ್ಪಿಸಲಾಗುತ್ತಿದೆ ಎಂದರು. ಬ್ಲಾಕ್ ಕಾಂಗ್ರೆಸ್ ಅಧ್ಯಕ್ಷ ಸಿ.ಡಿ.ಚಂದ್ರಶೇಖರ್ ಮಾತನಾಡಿ ನಮ್ಮ ಸರ್ಕಾರ ಬಡವರ ಪರವಾಗಿ ಸರ್ಕಾರ ನಡೆಸುತ್ತಿದೆ. ಪಂಚ ಗ್ಯಾರಂಟಿ ಯೋಜನೆಗಳನ್ನು ಜಾರಿಗೆ ತಂದು ನುಡಿದಂತೆ ನಡೆದಿದೆ ಎಂದು ಹೇಳಿದರು. ಅಲ್ಪಸಂಖ್ಯಾತರ ಘಟಕದ ನೂತನ ಅಧ್ಯಕ್ಷರಾಗಿ ಆಯ್ಕೆಯಾದವರು ಪಕ್ಷದ ಸಂಘಟನೆಗೆ ಶ್ರಮಿಸಬೇಕು, ಮುಂಬರುವ ಸ್ಥಳೀಯ ಸಂಸ್ಥೆಗಳ ಚುನಾವಣೆಯಲ್ಲಿ ಪಕ್ಷದ ಅಭ್ಯರ್ಥಿಗಳನ್ನು ಗೆಲ್ಲಿಸಲು ಕೆಲಸ ಮಾಡಬೇಕು ಎಂದು ಕರೆ ನೀಡಿದರು. bbox=[667, 2294, 919, 2501]
important-day-date: 20 ಫೆಬ್ರವರಿ bbox=[1113, 739, 1172, 756]
important-day-label: ಸ್ತ್ರೀ ಜನನಾಂಗ ಊನಗೊಳಿಸುವಿಕೆಗಾಗಿ bbox=[1224, 290, 1387, 307]
important-day-row bbox=[1109, 602, 1446, 625]
important-day-label: ವಿಶ್ವ ದ್ವಿದಳ ಧಾನ್ಯಗಳ ದಿನ bbox=[1224, 402, 1341, 419]
important-day-row bbox=[1109, 265, 1446, 288]
important-day-date: 13 ಫೆಬ್ರವರಿ bbox=[1113, 582, 1172, 599]
important-day-row bbox=[1109, 175, 1446, 197]
important-day-date: 10 ಫೆಬ್ರವರಿ bbox=[1113, 402, 1172, 419]
important-day-row bbox=[1109, 243, 1446, 265]
important-day-date: 4 ಫೆಬ್ರವರಿ bbox=[1113, 223, 1163, 240]
story2-column-2: ಅನಂತರಾಜುಎಂಬುವವರು 22 ವರ್ಷಗಳಿಂದ ಪ್ರಧಾನ ಕಾರ್ಯದರ್ಶಿಯಾಗಿದ್ದಾರೆ ರಾಜಕೀಯ ಸಂಬಂಧ ಇಟ್ಟುಕೊಳ್ಳದೆ ಕ್ರೀಡಾ ಸಂಸ್ಥೆಯನ್ನು ನಡೆಸಿಕೊಂಡು ಹೋಗಬೇಕೆಂಬ ನಿಯಮವಿದ್ದರೂ ನಿಯಮಗಳನ್ನು ಗಾಳಿಗೆ ತೂರಿದ್ದಾರೆ ಎಂದು ಆರೋಪಿಸಿದರು. ಕಳೆದ 40 ವರ್ಷಗಳಿಂದ ರಾಜ್ಯದ ಖೋ ಖೋ ತಂಡಗಳು ರಾಷ್ಟ್ರ ಮಟ್ಟದಲ್ಲಿ ಉತ್ತಮ ಸಾಧನೆ ಮಾಡುತ್ತಿದ್ದರೂ ಸರ್ಕಾರ ಕ್ರೀಡಾಪಟುಗಳಿಗೆ ಪ್ರೋತ್ಸಾಹ ನೀಡುತ್ತಿಲ್ಲ, ಹಲವಾರು ಪ್ರತಿಭಾವಂತ ಆಟಗಾರರು ಅವಕಾಶ ವಂಚಿತರಾಗುತ್ತಿದ್ದಾರೆ ಎಂದು ತಿಳಿಸಿದರು. ಸರ್ಕಾರ ಕೂಡಲೇ ಮಧ್ಯಪ್ರವೇಶಿಸಿ ಕ್ರೀಡಾನೀತಿಯನ್ನು ಪರಿಷ್ಕರಿಸಬೇಕು, ಒಲಂಪಿಕ್ ಅಸೋಸಿಯೇಷನ್‌ಗೆ ಚುನಾವಣೆ ನಡೆಸಬೇಕು ಎಂದು ಒತ್ತಾಯಿಸಿದರು. ಈ ಬಾರಿಯ ವಿಶ್ವಮಟ್ಟದ ಪಂದ್ಯಾವಳಿಯಲ್ಲಿ ಭಾರತದ ಮಹಿಳಾ ಮತ್ತು ಪುರುಷ ಖೋ ಖೋ ತಂಡಗಳು ಪ್ರಶಸ್ತಿ ಗಳಿಸಿವೆ ಎಂದರು. bbox=[314, 1351, 589, 1577]
important-day-label: ಭಾರತೀಯ ಕೋಸ್ಟ್ ಗಾರ್ಡ್ ದಿನ bbox=[1224, 155, 1369, 171]
important-day-label: ಸೇಂಟ್ ವ್ಯಾಲೆಂಟೈನ್ಸ್ ಡೇ bbox=[1224, 649, 1335, 666]
story3-headline-line2: ಅಧ್ಯಕ್ಷರಾಗಿ ಉಮೇಶ್ ಆಯ್ಕೆ bbox=[54, 1948, 389, 1991]
important-day-label: ಅಂತರರಾಷ್ಟ್ರೀಯ ಮಾತೃಭಾಷಾ ದಿನ bbox=[1224, 761, 1381, 778]
story4-column-3: ಸೌಲಭ್ಯದೊಂದಿಗೆ ಪ್ರತಿಮಹಿಳೆಯರ ಖಾತೆಗೆ ಪ್ರತಿತಿಂಗಳು 2 ಸಾವಿರ ಜಮಾ ಮಾಡುತ್ತಿದ್ದು ಅದರಂತೆ ಉಚಿತ ವಿದ್ಯುತ್ ನೀಡುತ್ತಿದ್ದು ವಿದ್ಯಾರ್ಥಿಗಳಿಗೆ ವೇತನ ನೀಡುತ್ತಿದ್ದು ಈ ಎಲ್ಲಾ ಯೋಜನೆಗಳು ಬಡವರ ಬದುಕಿಗೆ ಆಸರೆಯಾಗಿವೆ. ಗ್ಯಾರಂಟಿಗಳು ವಿಶ್ವಸಂಸ್ಥೆಯಲ್ಲೂ ಪ್ರಶಂಸೆಗೆ ಒಳಗಾಗಿವೆ ಎಂದರು. ಕಾರ್ಯಕ್ರಮದಲ್ಲಿ ಪಕ್ಷದ ವಿವಿಧ ಘಟಕಗಳ ಪದಾಧಿಕಾರಿಗಳು, ಪುರಸಭಾ ಸದಸ್ಯರು, ಮುಖಂಡರು ಹಾಜರಿದ್ದರು. ಮುಂದಿನ ದಿನಗಳಲ್ಲಿ ಪಕ್ಷದ ಸಂಘಟನೆಯನ್ನು ಬಲಪಡಿಸಲು ಎಲ್ಲರೂ ಒಟ್ಟಾಗಿ ಕೆಲಸ ಮಾಡಬೇಕು ಎಂದು ಮನವಿ ಮಾಡಿದರು. bbox=[926, 2294, 1183, 2462]
important-day-row bbox=[1109, 872, 1446, 894]
important-day-date bbox=[1109, 423, 1224, 444]
story3-headline-line1: ಕೆಸರುಮಡು ಗ್ರಾ.ಪಂ. bbox=[94, 1886, 350, 1929]
important-day-date: 4 ಫೆಬ್ರವರಿ bbox=[1113, 200, 1163, 217]
important-day-label: ಅರುಣಾಚಲ ಪ್ರದೇಶ ಸಂಸ್ಥಾಪನಾ ದಿನ bbox=[1224, 716, 1389, 733]
important-day-date: 13 ಫೆಬ್ರವರಿ bbox=[1113, 604, 1172, 621]
important-day-label: ರಿಂದ ಫೆಬ್ರವರಿ 27 ರವರೆಗೆ bbox=[1224, 671, 1347, 688]
important-day-date: 6 ಫೆಬ್ರವರಿ bbox=[1113, 290, 1163, 307]
important-day-row bbox=[1109, 804, 1446, 826]
story1-rule bbox=[37, 167, 1095, 169]
story4-column-4: ಗೆಲುವು ಸಾಧಿಸುವಂತೆ ಮಾಡಬೇಕು ಎಂದರು. ಅಲ್ಪಸಂಖ್ಯಾತ ಘಟಕದ ನೂತನ ಅಧ್ಯಕ್ಷ ಇರ್ಫಾನ್ ಮಾತನಾಡಿ ಈ ಅಲ್ಪಸಂಖ್ಯಾತರ ಘಟಕದಲ್ಲಿ ಮುಸ್ಲಿಂ ಘಟಕವಲ್ಲದೆ ಕ್ರಿಶ್ಚಿಯನ್, ಬೌದ್ಧ, ಜೈನರು ಎಲ್ಲರೂ ಸೇರಿದ್ದಾರೆ ನಾವು ಒಟ್ಟಾಗಿ ಭಾರತವನ್ನು ಒಂದುಗೂಡಿಸೋಣ ಎಂದು ಹೇಳಿದರು. ಎಲ್ಲರೂ ಒಂದೇ ಎಂಬ ಭಾವನೆ ಮೂಡಿಸಿ ದೇಶದ ಜನ ಸಮಾನರು ಎಂದು ತೋರಿಸಿಕೊಡಬೇಕು ಎಂದರು. ನಾವೆಲ್ಲರೂ ಸಂವಿಧಾನದ ಆಶಯಗಳನ್ನು ಪಾಲಿಸಬೇಕು, ಕಾಂಗ್ರೆಸ್ ಪಕ್ಷ ಎಲ್ಲರನ್ನು ಒಳಗೊಂಡು ಮುನ್ನಡೆಯುತ್ತಿದೆ ಎಂದರು. ಕಾರ್ಯಕ್ರಮದಲ್ಲಿ ಜಿಲ್ಲಾ ಅಲ್ಪಸಂಖ್ಯಾತ ಘಟಕದ ಅಧ್ಯಕ್ಷ ಸುಲ್ತಾನ್, ಸೇವಾದಳದ ರಾಜ್ಯ ಪ್ರ.ಕಾರ್ಯದರ್ಶಿ ಕೆ.ಜಿ.ಕೃಷ್ಣೇಗೌಡ, ಬ್ಲಾಕ್ ಕಾಂಗ್ರೆಸ್ ಕಮಿಟಿ ಸದಸ್ಯರು ಸೇರಿದಂತೆ ಮತ್ತಿತರರು ಭಾಗವಹಿಸಿದ್ದರು. bbox=[1191, 2013, 1449, 2239]
important-day-label: ಕೇಂದ್ರ ಅಬಕಾರಿ ದಿನ bbox=[1224, 806, 1314, 823]
important-day-date bbox=[1109, 265, 1224, 287]
important-day-label: ಅಂತರರಾಷ್ಟ್ರೀಯ ದಿನ bbox=[1224, 469, 1318, 486]
story2-column-3: ಈ ಕ್ರೀಡಾಪಟುಗಳಿಗೆ ಸರಿಯಾದಗೌರವ ನೀಡದೇಅವಮಾನ ಮಾಡುತ್ತಿರುವುದು ಖಂಡನೀಯ ಎಂದು ಹೇಳಿದರು. ಜಿಲ್ಲಾ ಮಟ್ಟದ ಸ್ಪರ್ಧೆಗಳಲ್ಲಿ ವಿಜೇತರಾದ ಖೋ ಖೋ ತಂಡಗಳಿಗೆ ಸರ್ಕಾರ ಸೂಕ್ತ ಬಹುಮಾನ ನೀಡಬೇಕು, ಕ್ರೀಡಾಪಟುಗಳಿಗೆ ಉದ್ಯೋಗದಲ್ಲಿ ಮೀಸಲಾತಿ ಕಲ್ಪಿಸಬೇಕು ಎಂದು ಒತ್ತಾಯಿಸಿದರು. ಜಿಲ್ಲಾ ಖೋ ಖೋ ಸಂಸ್ಥೆಯ ಕಾರ್ಯದರ್ಶಿ ಮಾತನಾಡಿ, ಒಲಂಪಿಕ್ ಅಸೋಸಿಯೇಷನ್‌ನಲ್ಲಿ ಕಳೆದ ಹಲವು ವರ್ಷಗಳಿಂದ ಒಂದೇ ಗುಂಪಿನ ಆಡಳಿತ ನಡೆಯುತ್ತಿದ್ದು, ಪಾರದರ್ಶಕತೆ ಇಲ್ಲವಾಗಿದೆ ಎಂದು ಹೇಳಿದರು. ಸರ್ಕಾರ ಈ ಬಗ್ಗೆ ಸೂಕ್ತ ಕ್ರಮ ಕೈಗೊಳ್ಳದಿದ್ದರೆ ರಾಜ್ಯಾದ್ಯಂತ ಹೋರಾಟ ತೀವ್ರಗೊಳಿಸಲಾಗುವುದು ಎಂದು ಎಚ್ಚರಿಸಿದರು. bbox=[595, 1351, 817, 1597]
protest-banner bbox=[478, 1164, 875, 1243]
important-day-date: ಫೆಬ್ರವರಿ 18 bbox=[1113, 671, 1172, 688]
important-day-label: ಸುರಕ್ಷಿತ ಇಂಟರ್ನೆಟ್ ದಿನ bbox=[1224, 379, 1339, 396]
important-day-row bbox=[1109, 288, 1446, 310]
important-days-list bbox=[1109, 153, 1446, 894]
important-day-label: ರಾಷ್ಟ್ರೀಯ ಜಂತುಹುಳು ನಿವಾರಣಾ ದಿನ bbox=[1224, 424, 1395, 441]
newspaper-logo: ಪ್ರಜಾಮನ bbox=[37, 70, 109, 96]
important-day-date: 28 ಫೆಬ್ರವರಿ bbox=[1113, 874, 1172, 891]
important-day-row bbox=[1109, 400, 1446, 422]
important-day-date bbox=[1109, 692, 1224, 713]
important-day-label: ಡಾರ್ವಿನ್ ದಿನ bbox=[1224, 514, 1288, 531]
story1-column-2: ಅವರನ್ನು ಪೂಜ್ಯಭಾವನೆಯಿಂದ ಕಾಣಬೇಕಿದ್ದೇವೆ ಎಂದರೆ ಅವರು ಪಡೆದುಕೊಂಡ ಜ್ಞಾನದಿಂದ, ಅಂಬೇಡ್ಕರ್ ಇಂತಹ ಶಿಕ್ಷಣ ಪಡೆಯಲು ಸಾಧ್ಯವಾಗಿದ್ದು ಅವರಲ್ಲಿದ್ದ ಬದ್ಧತೆ ಮತ್ತು ಕಾಳಜಿಯಾಗಿತ್ತು ಎಂದು ಹೇಳಿದರು. ನಾವು ಆ ರೀತಿ ಸಾಧನೆ ಮಾಡಲು ಸಾಧ್ಯವೇ ಎಂಬ ಅಂಜಿಕೆಬೇಡ, ಈ ರೀತಿ ಪ್ರಶ್ನೆಗಳನ್ನು ಮಾಡಿಕೊಂಡಾಗ ಮುಂದಿನ ದಾರಿ ಗೋಚರಿಸುತ್ತದೆ, ಪ್ರಾಥಮಿಕ ಶಿಕ್ಷಣ ಹಂತದಲ್ಲಿ ಶಿಕ್ಷಕರು ವಿವಿಧ ಚಟುವಟಿಕೆಗಳಾದ ಪತ್ರ ಕುಶಲ ಬರಹ, ಟೀಚಿಂಗ್ ಗ್ರೌಂಡ್ ಮೂಲಕ ಬೋಧನೆ, ಸ್ಮಾರ್ಟ್ ಕ್ಲಾಸ್ ಬೋಧನೆ, ವಿಜ್ಞಾನ ಮಾದರಿಗಳನ್ನು ವಿದ್ಯಾರ್ಥಿಗಳಿಂದಲೇ ಮಾಡಿಸುವುದು ನಾಟಕ, ಕರಕುಶಲ ವಸ್ತುಗಳ ತಯಾರಿಕೆ, ಫೀಲ್ಡ್ ಕಾರ್ಯಕ್ರಮಗಳನ್ನು ಆಯೋಜಿಸುವುದು ಸೇರಿದಂತೆ ವಿದ್ಯಾರ್ಥಿಗಳ ಪ್ರತಿಭೆ ಹೊರತರುವುದು ಅವಶ್ಯಕವಾಗಿದೆ. ಶಾಲೆಗಳಲ್ಲಿ ಮಕ್ಕಳಿಗೆ ವೇದಿಕೆ ಕಾರ್ಯಕ್ರಮಗಳಲ್ಲಿ ಪಾಲ್ಗೊಳ್ಳುವ ಅವಕಾಶ ಕಲ್ಪಿಸಬೇಕು, ಮಕ್ಕಳ ಪ್ರಶ್ನೆಗಳಿಗೆ ಉತ್ತರಿಸುವ ಕಾಳಜಿ ಶಿಕ್ಷಕರಲ್ಲಿ ಇರಬೇಕು, ಪ್ರತಿಭೆ ಗುರುತಿಸಿ ಪ್ರೋತ್ಸಾಹಿಸುವುದು ಅಗತ್ಯವಾಗಿದೆ ಎಂದು ಹೇಳಿದರು. bbox=[318, 584, 593, 868]
important-day-label: ಅಪರೂಪದ ರೋಗ ದಿನ bbox=[1224, 874, 1331, 891]
story3-felicitation-photo bbox=[37, 2011, 406, 2241]
story2-headline: ರಾಜ್ಯದಕ್ರೀಡಾ ನೀತಿ ಸರ್ವಾಧಿಕಾರಿಧೋರಣೆ ಖಂಡಿಸಿ ಪ್ರತಿಭಟನೆ bbox=[37, 999, 820, 1047]
